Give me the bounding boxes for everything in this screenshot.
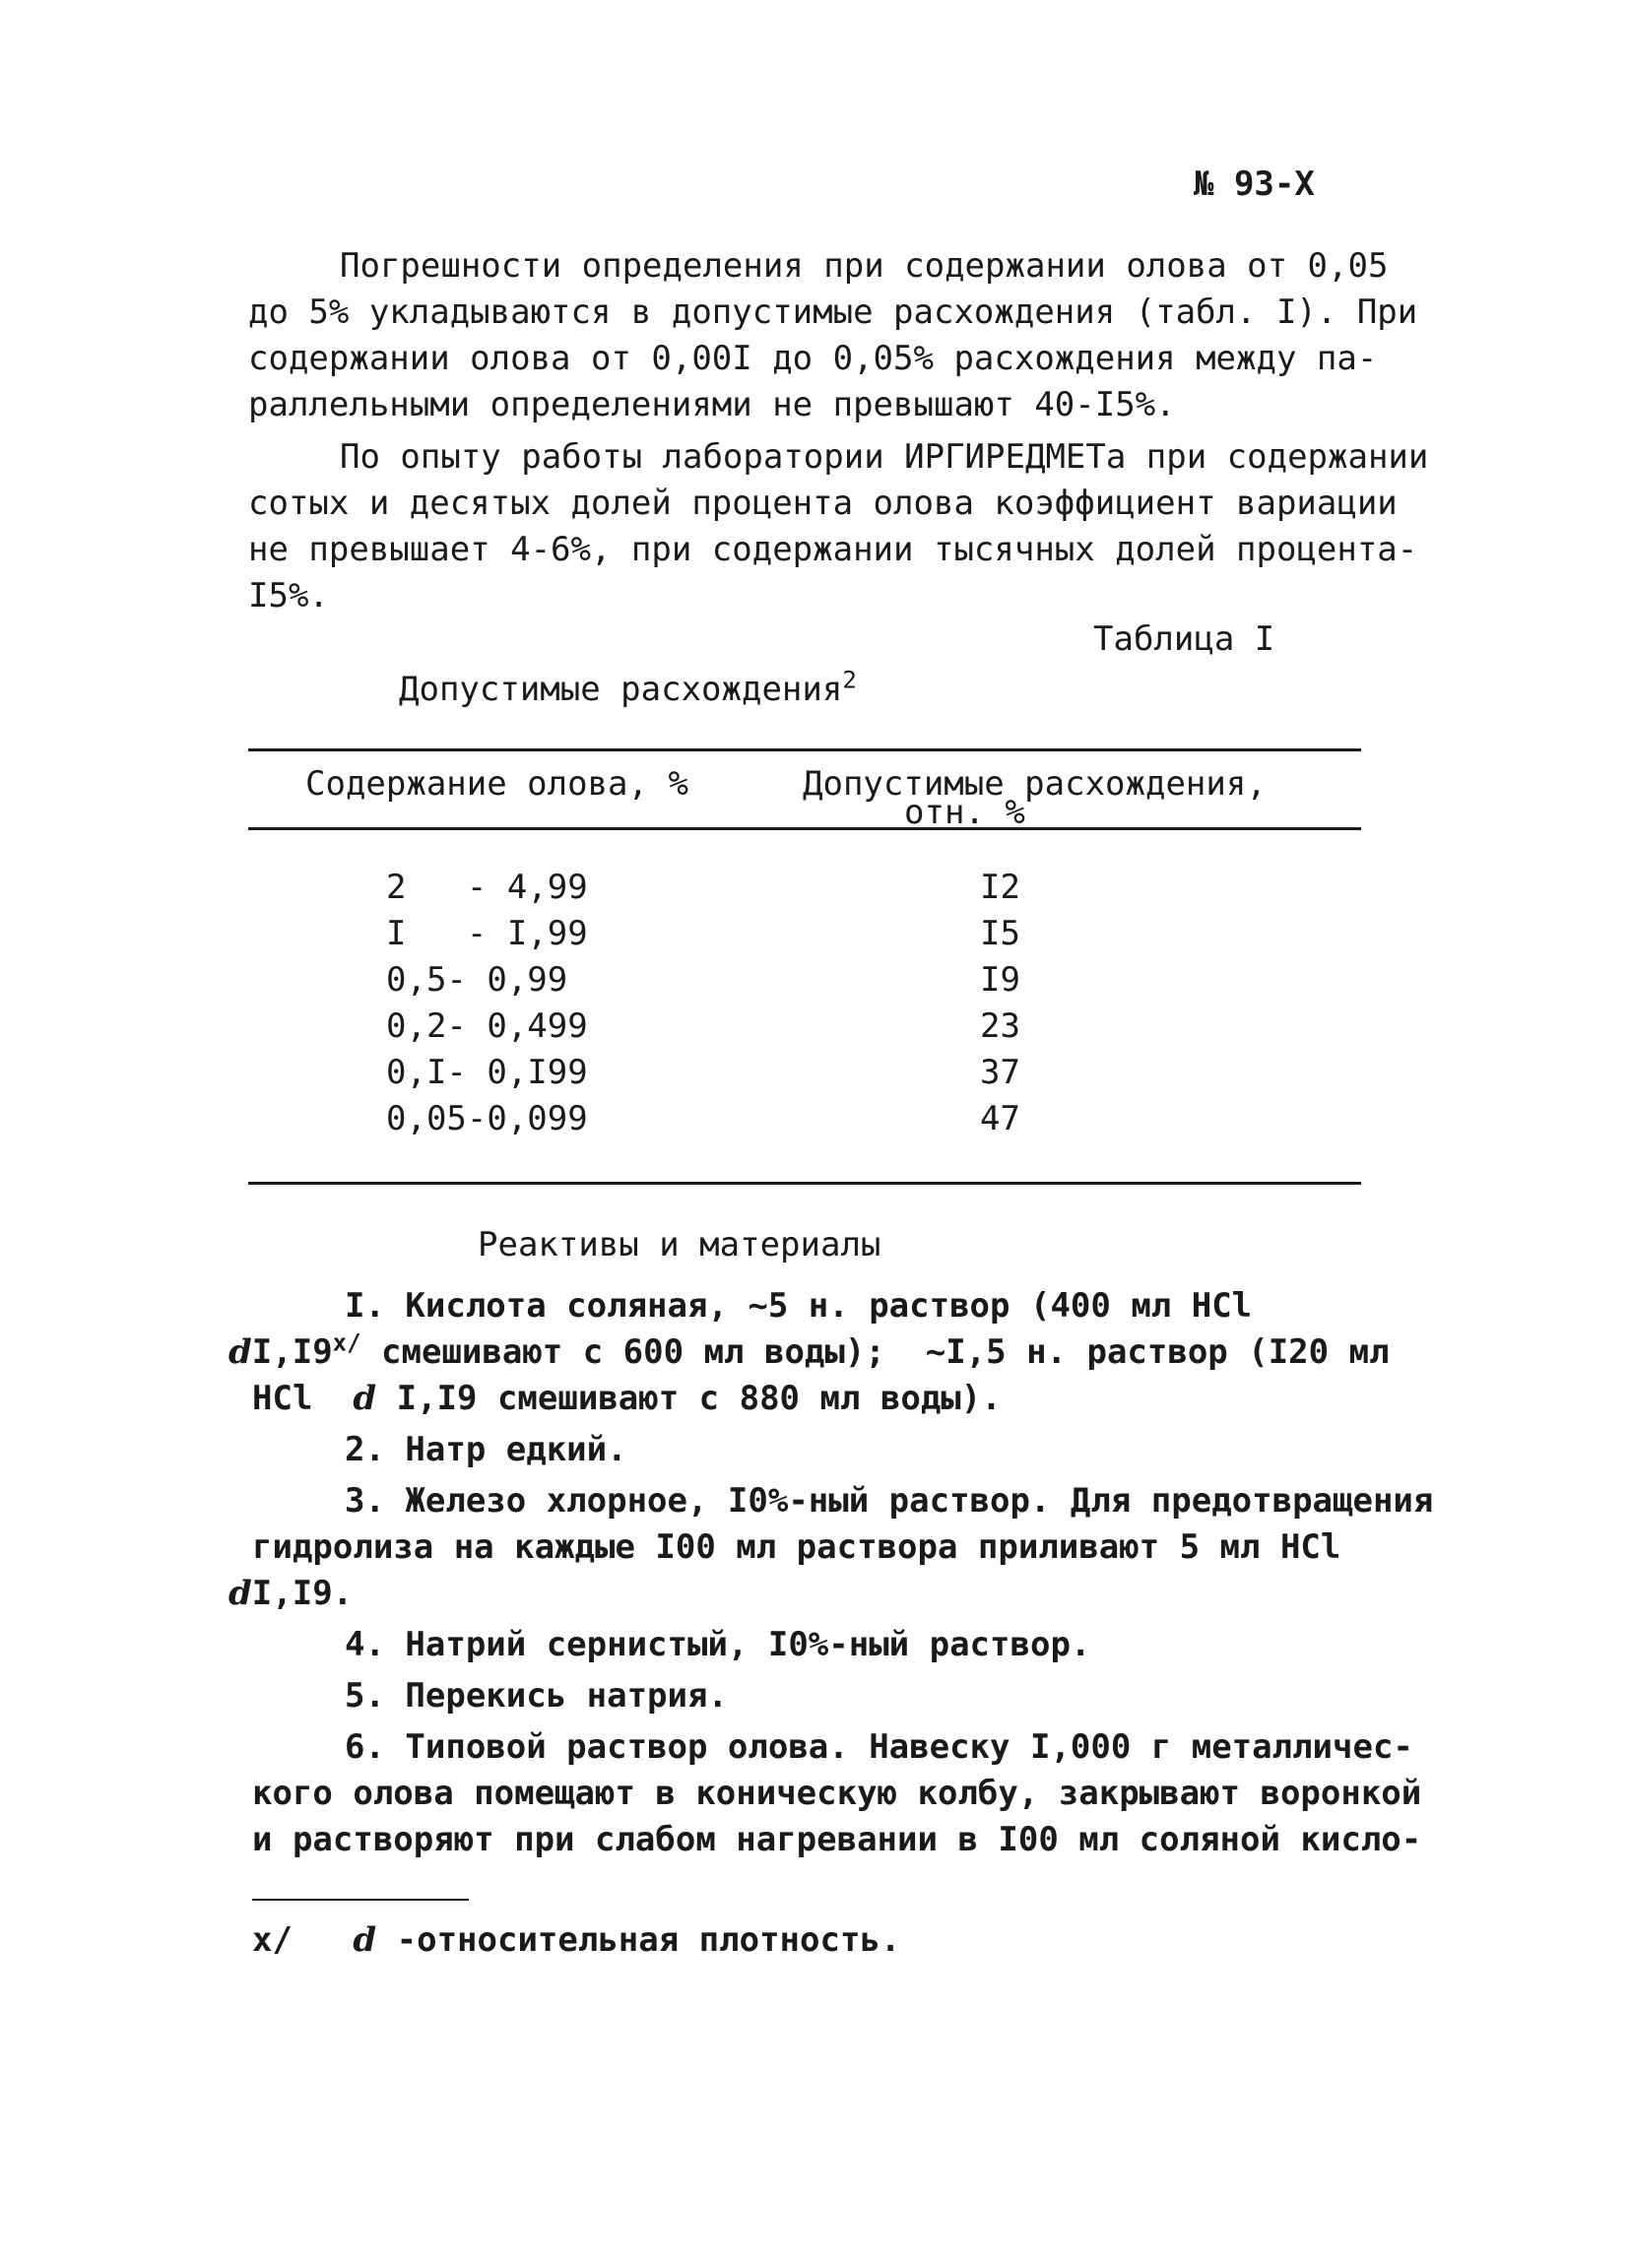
density-symbol: d: [228, 1332, 252, 1372]
page-number: № 93-Х: [1194, 164, 1315, 204]
reagent-item-6-line: кого олова помещают в коническую колбу, закрывают воронкой: [252, 1774, 1422, 1813]
reagent-item-1-line: I. Кислота соляная, ~5 н. раствор (400 мл HCl: [345, 1286, 1253, 1326]
table-header-tolerance: Допустимые расхождения,: [803, 764, 1267, 804]
paragraph-line: содержании олова от 0,00I до 0,05% расхождения между па-: [248, 339, 1378, 378]
reagent-item-6-line: и растворяют при слабом нагревании в I00 мл соляной кисло-: [252, 1820, 1422, 1859]
paragraph-line: сотых и десятых долей процента олова коэффициент вариации: [248, 484, 1398, 523]
paragraph-line: раллельными определениями не превышают 40-I5%.: [248, 385, 1176, 424]
table-cell-range: 0,05-0,099: [386, 1099, 588, 1138]
reagent-item-3-line: dI,I9.: [228, 1574, 354, 1613]
paragraph-line: Погрешности определения при содержании олова от 0,05: [340, 246, 1389, 286]
density-symbol: d: [228, 1574, 252, 1613]
table-cell-value: 37: [980, 1053, 1020, 1092]
reagent-item-1-line: $dI,I9^{x/}$ смешивают с 600 мл воды); ~I,5 н. раствор (I20 мл: [228, 1328, 1390, 1372]
table-cell-value: I2: [980, 868, 1020, 907]
table-top-rule: [248, 748, 1361, 751]
table-title: Допустимые расхождения$^2$: [399, 666, 857, 709]
table-header-tolerance-unit: отн. %: [904, 793, 1025, 832]
density-symbol: d: [353, 1379, 377, 1418]
reagent-item-3-line: гидролиза на каждые I00 мл раствора приливают 5 мл HCl: [252, 1527, 1341, 1567]
table-cell-range: 2 - 4,99: [386, 868, 588, 907]
table-cell-value: I9: [980, 960, 1020, 1000]
footnote-rule: [252, 1899, 469, 1901]
table-header-content: Содержание олова, %: [305, 764, 688, 804]
table-bottom-rule: [248, 1182, 1361, 1185]
reagent-item-2: 2. Натр едкий.: [345, 1430, 627, 1469]
paragraph-line: По опыту работы лаборатории ИРГИРЕДМЕТа при содержании: [340, 437, 1429, 477]
reagent-item-5: 5. Перекись натрия.: [345, 1676, 728, 1716]
reagent-item-4: 4. Натрий сернистый, I0%-ный раствор.: [345, 1625, 1091, 1664]
reagent-item-1-line: HCl d I,I9 смешивают с 880 мл воды).: [252, 1379, 1002, 1418]
table-cell-range: 0,I- 0,I99: [386, 1053, 588, 1092]
paragraph-line: до 5% укладываются в допустимые расхождения (табл. I). При: [248, 292, 1418, 332]
table-label: Таблица I: [1093, 619, 1275, 659]
table-cell-range: I - I,99: [386, 914, 588, 953]
table-cell-value: 23: [980, 1006, 1020, 1046]
section-heading: Реактивы и материалы: [478, 1225, 881, 1264]
table-header-rule: [248, 827, 1361, 830]
table-cell-value: I5: [980, 914, 1020, 953]
density-symbol: d: [353, 1920, 377, 1960]
footnote-ref: x/: [332, 1328, 361, 1357]
reagent-item-6-line: 6. Типовой раствор олова. Навеску I,000 г металличес-: [345, 1727, 1413, 1767]
table-title-footnote-ref: 2: [842, 666, 857, 694]
table-cell-value: 47: [980, 1099, 1020, 1138]
footnote: x/ d -относительная плотность.: [252, 1920, 901, 1960]
table-cell-range: 0,5- 0,99: [386, 960, 568, 1000]
paragraph-line: I5%.: [248, 576, 329, 616]
footnote-marker: x/: [252, 1920, 293, 1960]
paragraph-line: не превышает 4-6%, при содержании тысячных долей процента-: [248, 530, 1418, 569]
reagent-item-3-line: 3. Железо хлорное, I0%-ный раствор. Для предотвращения: [345, 1481, 1434, 1521]
table-cell-range: 0,2- 0,499: [386, 1006, 588, 1046]
